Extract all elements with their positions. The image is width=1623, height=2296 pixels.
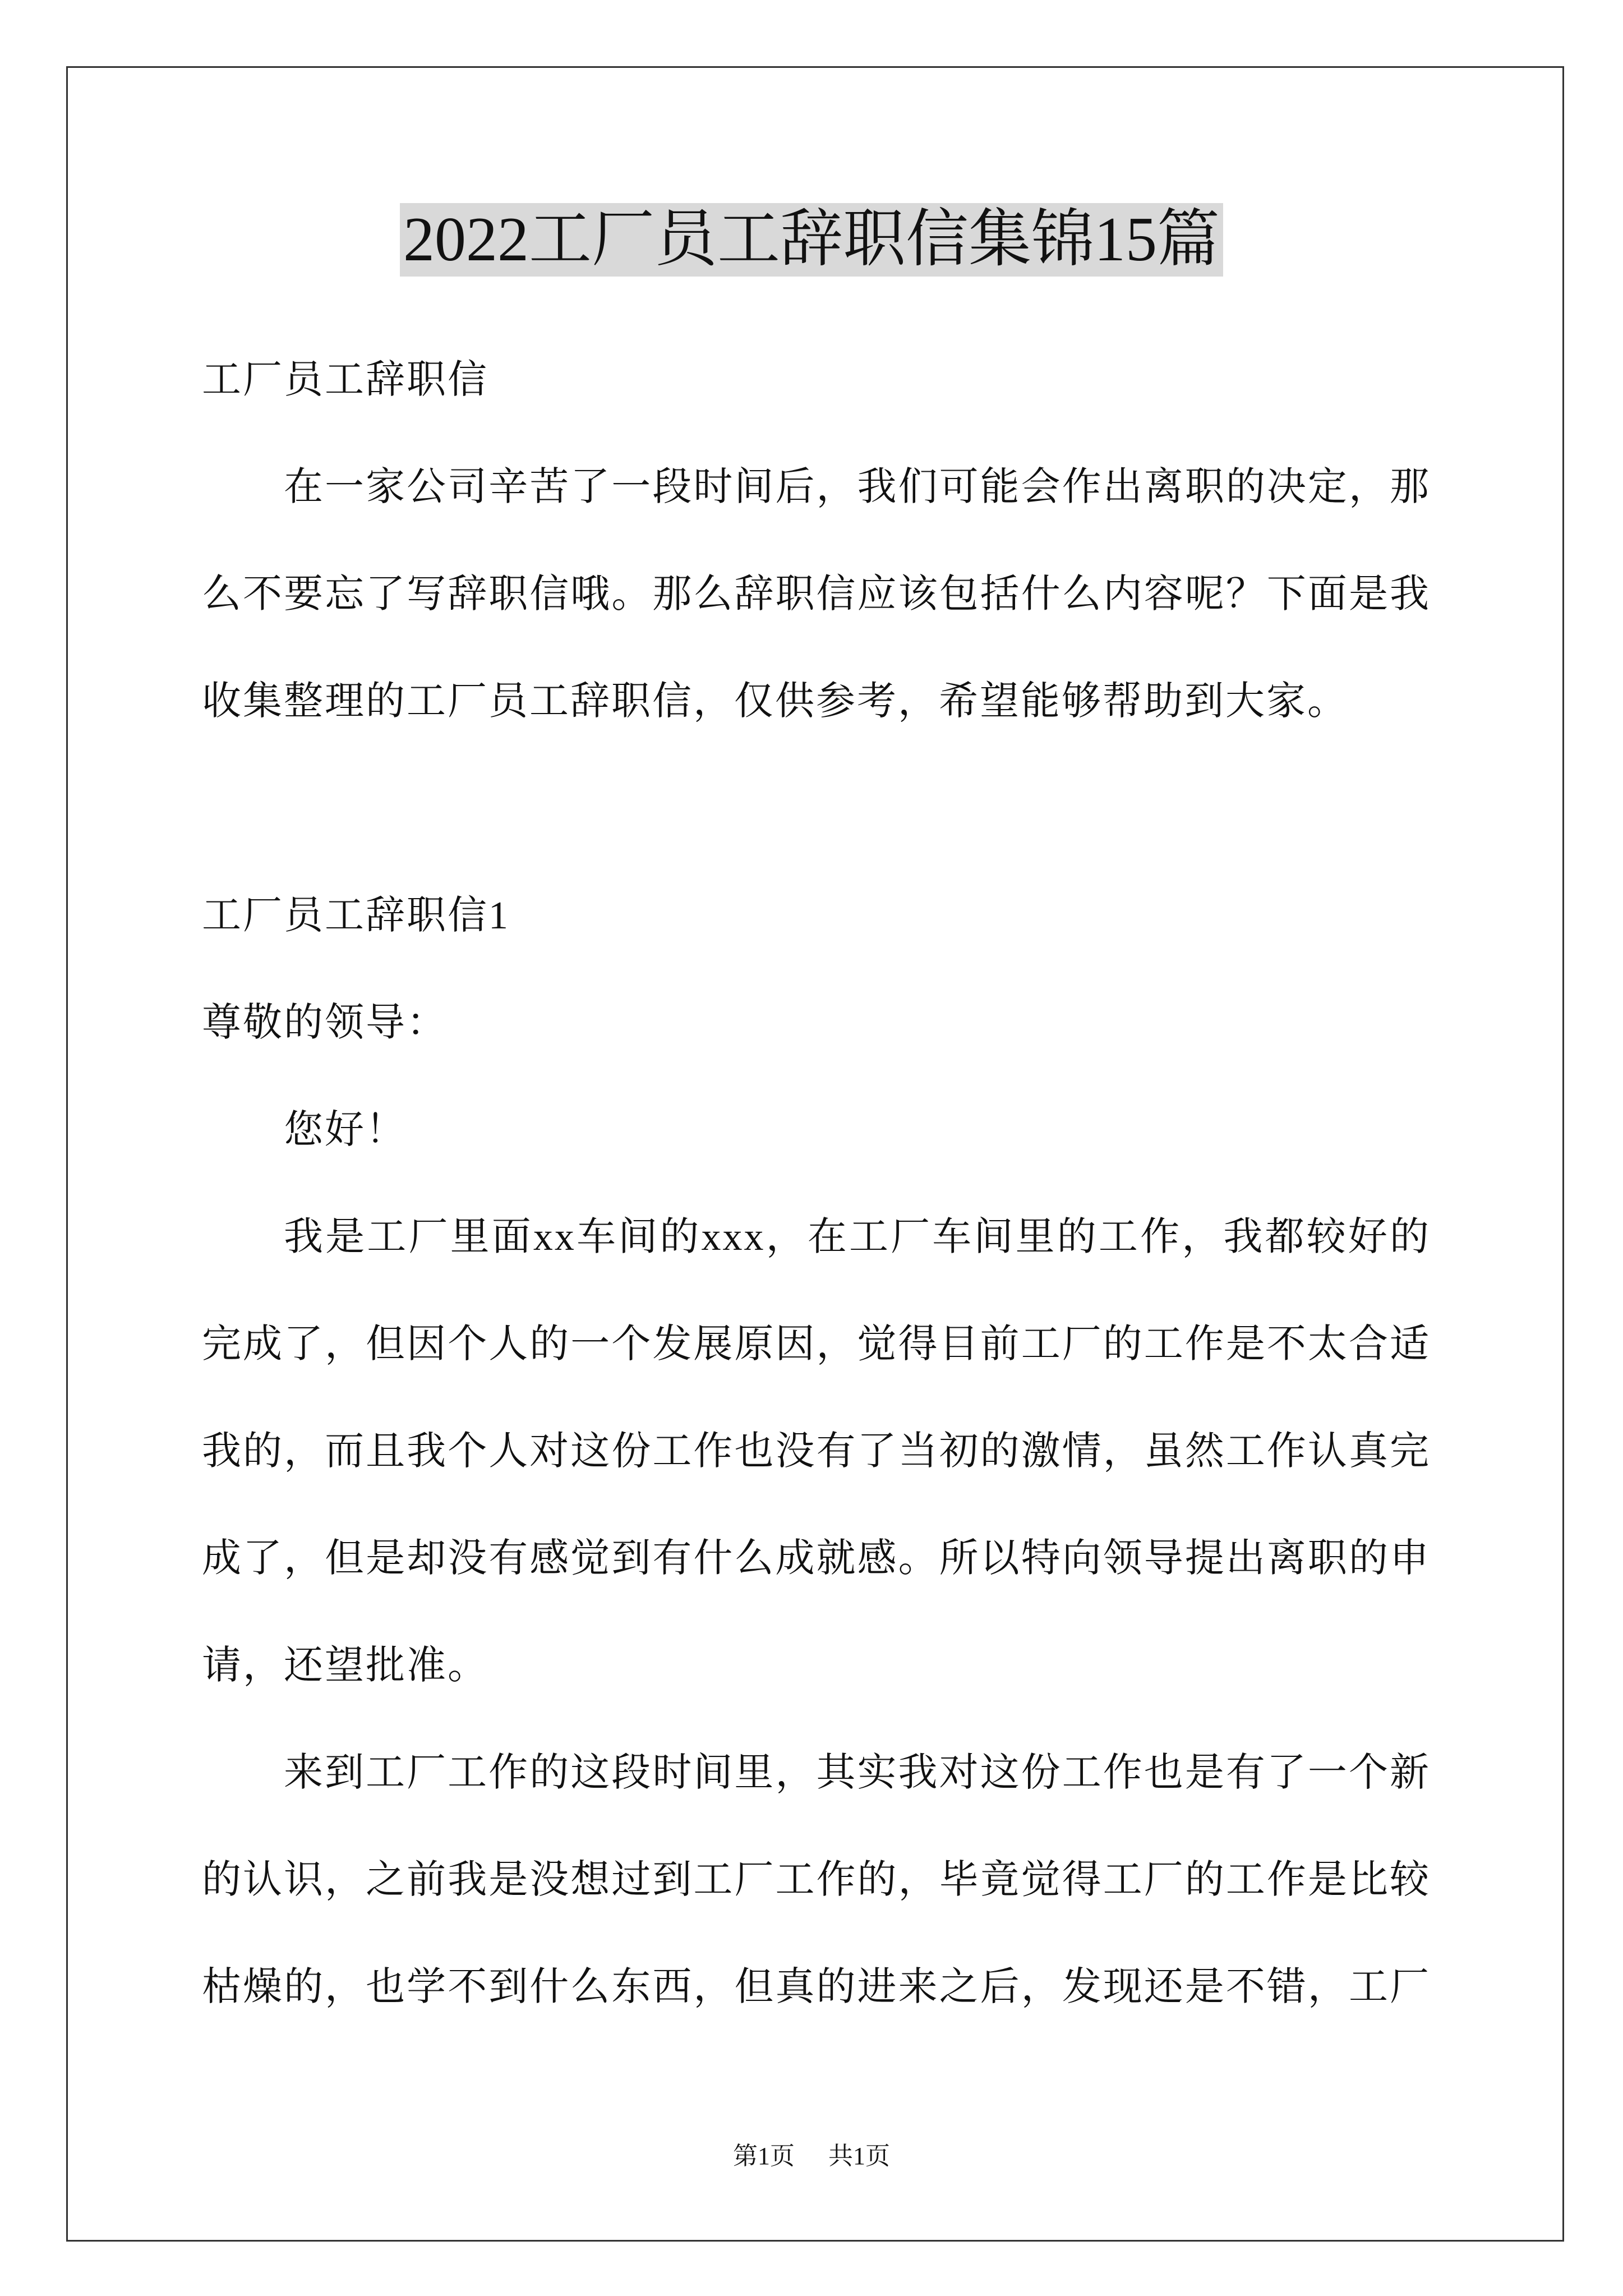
title-block — [0, 203, 1623, 277]
section-heading: 工厂员工辞职信 — [202, 358, 488, 402]
paragraph-line: 收集整理的工厂员工辞职信，仅供参考，希望能够帮助到大家。 — [202, 680, 1348, 723]
page-number: 第1页 — [733, 2142, 795, 2170]
paragraph-line: 的认识，之前我是没想过到工厂工作的，毕竟觉得工厂的工作是比较 — [202, 1858, 1431, 1902]
paragraph-line: 成了，但是却没有感觉到有什么成就感。所以特向领导提出离职的申 — [202, 1537, 1431, 1580]
intro-paragraph — [202, 434, 1431, 755]
paragraph-line: 请，还望批准。 — [202, 1644, 488, 1687]
paragraph-line: 枯燥的，也学不到什么东西，但真的进来之后，发现还是不错，工厂 — [202, 1966, 1431, 2009]
letter-paragraph — [202, 1184, 1431, 1719]
paragraph-line: 完成了，但因个人的一个发展原因，觉得目前工厂的工作是不太合适 — [202, 1323, 1431, 1366]
paragraph-line: 来到工厂工作的这段时间里，其实我对这份工作也是有了一个新 — [284, 1751, 1431, 1795]
letter-salutation: 尊敬的领导： — [202, 1001, 448, 1045]
document-body — [202, 326, 1431, 2041]
letter-greeting: 您好！ — [284, 1108, 407, 1152]
paragraph-line: 么不要忘了写辞职信哦。那么辞职信应该包括什么内容呢？下面是我 — [202, 573, 1431, 616]
document-title: 2022工厂员工辞职信集锦15篇 — [400, 203, 1223, 277]
paragraph-line: 我是工厂里面xx车间的xxx，在工厂车间里的工作，我都较好的 — [284, 1216, 1431, 1259]
paragraph-line: 我的，而且我个人对这份工作也没有了当初的激情，虽然工作认真完 — [202, 1430, 1431, 1473]
letter-paragraph — [202, 1719, 1431, 2041]
page-total: 共1页 — [828, 2142, 890, 2170]
page-footer — [0, 2139, 1623, 2173]
blank-line — [202, 755, 1431, 862]
letter-title: 工厂员工辞职信1 — [202, 894, 510, 937]
paragraph-line: 在一家公司辛苦了一段时间后，我们可能会作出离职的决定，那 — [284, 466, 1431, 509]
